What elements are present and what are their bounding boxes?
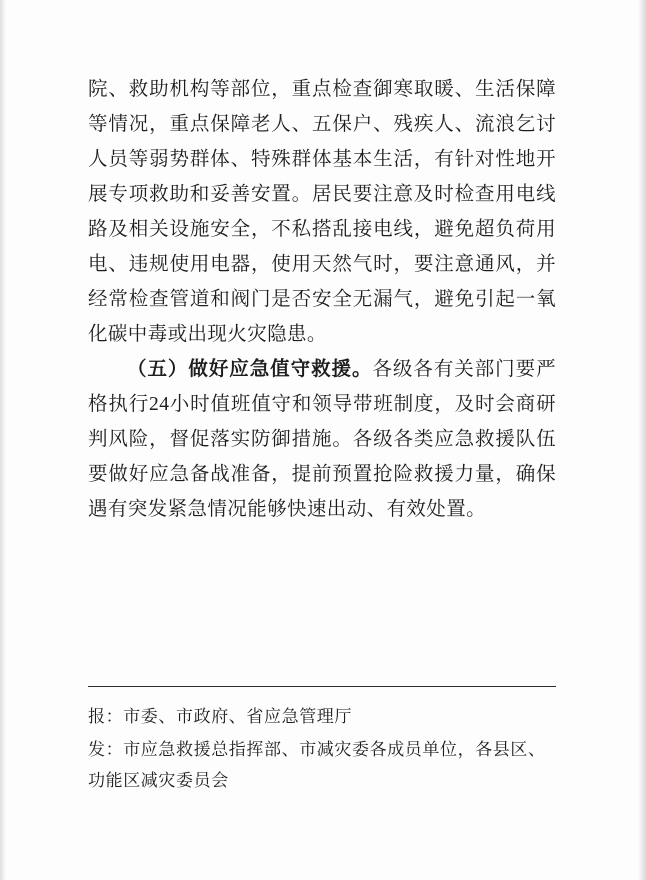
page-left-edge-shadow <box>0 0 6 880</box>
document-footer <box>88 686 556 796</box>
body-paragraph-1: 院、救助机构等部位，重点检查御寒取暖、生活保障等情况，重点保障老人、五保户、残疾人、流浪乞讨人员等弱势群体、特殊群体基本生活，有针对性地开展专项救助和妥善安置。居民要注意及时检查用电线路及相关设施安全，不私搭乱接电线，避免超负荷用电、违规使用电器，使用天然气时，要注意通风，并经常检查管道和阀门是否安全无漏气，避免引起一氧化碳中毒或出现火灾隐患。 <box>88 79 556 345</box>
section-heading-five: （五）做好应急值守救援。 <box>127 359 373 380</box>
footer-report-text: 市委、市政府、省应急管理厅 <box>123 707 353 726</box>
page-right-edge-shadow <box>638 0 646 880</box>
footer-send-line <box>88 734 556 796</box>
footer-report-label: 报： <box>88 707 124 726</box>
footer-send-label: 发： <box>88 740 124 759</box>
document-body <box>88 72 556 527</box>
body-paragraph-2-text: 各级各有关部门要严格执行24小时值班值守和领导带班制度，及时会商研判风险，督促落实防御措施。各级各类应急救援队伍要做好应急备战准备，提前预置抢险救援力量，确保遇有突发紧急情况能够快速出动、有效处置。 <box>88 359 556 520</box>
footer-divider <box>88 686 556 687</box>
footer-report-line <box>88 701 556 732</box>
body-paragraph-2 <box>88 352 556 527</box>
footer-send-text: 市应急救援总指挥部、市减灾委各成员单位，各县区、功能区减灾委员会 <box>88 740 546 790</box>
